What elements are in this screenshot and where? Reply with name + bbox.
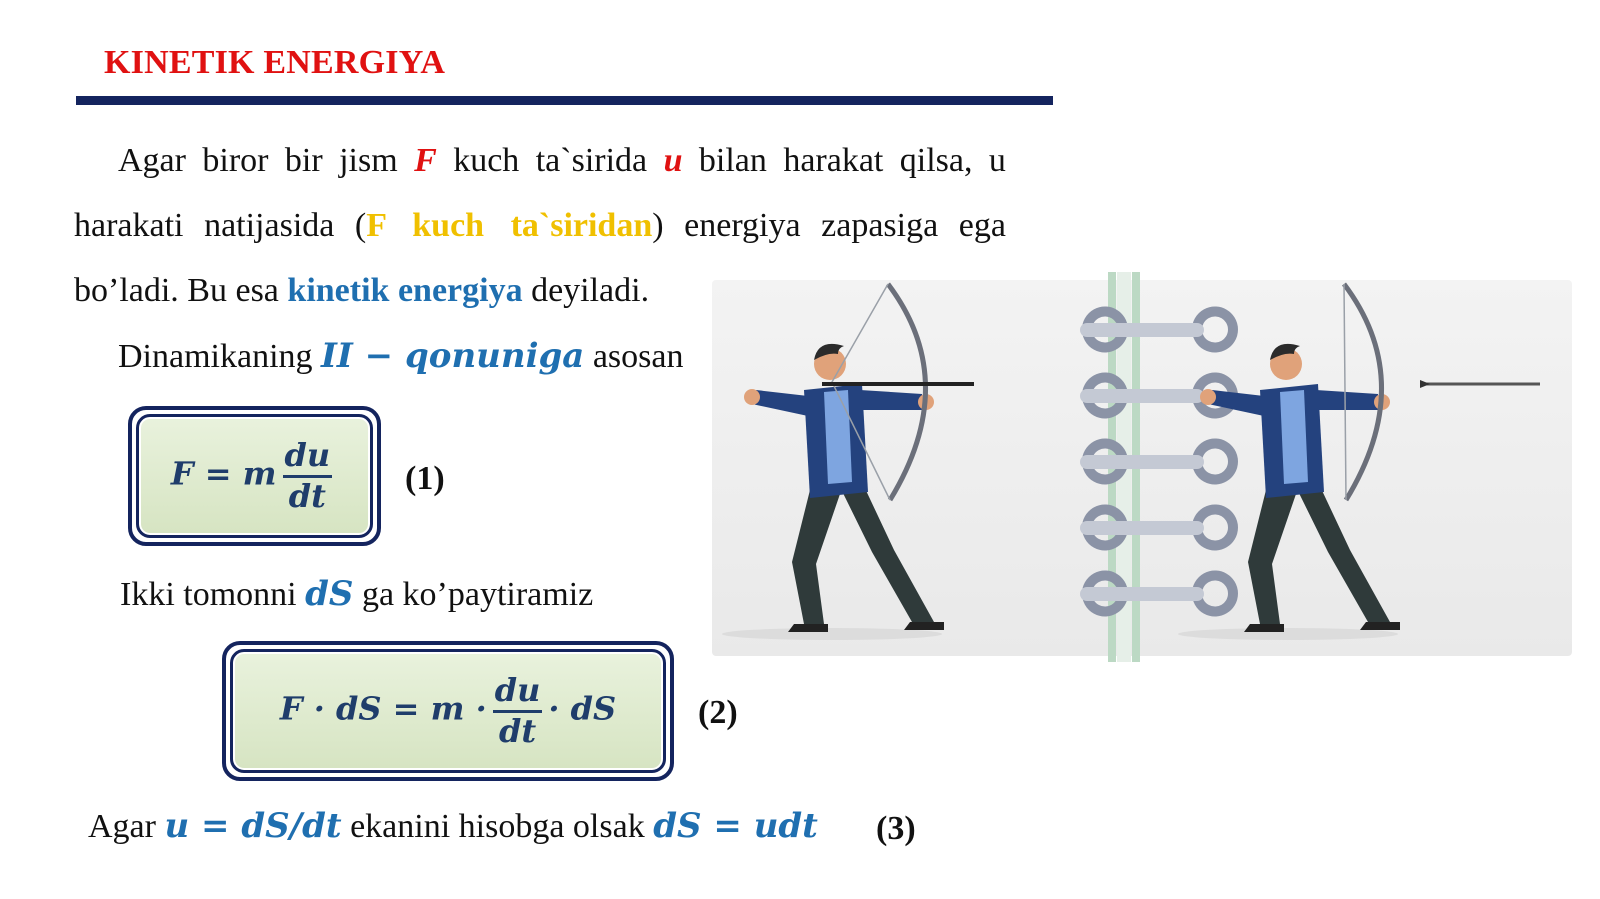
word: ega (958, 207, 1006, 244)
velocity-definition: u = dS/dt (164, 806, 342, 846)
text: Ikki tomonni (120, 576, 306, 613)
kinetic-energy-term: kinetik energiya (287, 272, 523, 309)
eq1-lhs: F = m (170, 454, 277, 493)
paragraph-line-1 (118, 142, 1006, 180)
close-paren: ) (652, 207, 664, 244)
word: biror (202, 142, 269, 179)
word: kuch (453, 142, 520, 179)
word: jism (339, 142, 398, 179)
equation-1-number: (1) (405, 460, 445, 497)
multiply-line (120, 574, 593, 614)
equation-2-box (222, 641, 674, 781)
word: bilan (698, 142, 767, 179)
slide-title: KINETIK ENERGIYA (104, 44, 446, 81)
word: natijasida (204, 207, 335, 244)
substitution-line (88, 806, 818, 846)
text: asosan (584, 338, 684, 375)
ds-equation: dS = udt (653, 806, 818, 846)
word: harakat (783, 142, 884, 179)
text: ekanini hisobga olsak (341, 808, 654, 845)
text: deyiladi. (522, 272, 650, 309)
text: ga ko’paytiramiz (353, 576, 594, 613)
equation-2-inner (230, 649, 666, 773)
highlight-force-effect: F kuch ta`siridan (366, 207, 653, 244)
archers-notebook-illustration (712, 272, 1572, 672)
velocity-symbol: u (663, 142, 683, 179)
equation-2-number: (2) (698, 694, 738, 731)
eq1-numerator: du (283, 439, 333, 478)
ds-symbol: dS (305, 574, 354, 614)
eq2-fraction (493, 670, 543, 750)
equation-1 (170, 435, 338, 515)
eq2-denominator: dt (498, 711, 537, 750)
equation-1-inner (136, 414, 373, 538)
equation-1-box (128, 406, 381, 546)
newton-law-line (118, 336, 684, 376)
paragraph-line-3 (74, 272, 649, 310)
word: qilsa, (899, 142, 973, 179)
title-divider (76, 96, 1053, 105)
word: bir (284, 142, 323, 179)
text: Agar (88, 808, 165, 845)
text: bo’ladi. Bu esa (74, 272, 288, 309)
word: energiya (684, 207, 801, 244)
paragraph-line-2 (74, 207, 1006, 245)
equation-3-number: (3) (876, 810, 916, 847)
word: u (988, 142, 1006, 179)
word: harakati (74, 207, 184, 244)
second-law-text: II − qonuniga (321, 336, 585, 376)
parenthetical (355, 207, 664, 245)
word: ta`sirida (535, 142, 648, 179)
second-law-term (321, 338, 584, 375)
eq2-rhs: · dS (548, 689, 617, 728)
eq1-denominator: dt (288, 476, 326, 515)
open-paren: ( (354, 207, 367, 244)
eq1-fraction (283, 435, 333, 515)
eq2-lhs: F · dS = m · (279, 689, 487, 728)
text: Dinamikaning (118, 338, 322, 375)
equation-2 (279, 670, 617, 750)
word: zapasiga (821, 207, 939, 244)
eq2-numerator: du (493, 674, 543, 713)
force-symbol: F (414, 142, 437, 179)
word: Agar (118, 142, 186, 179)
